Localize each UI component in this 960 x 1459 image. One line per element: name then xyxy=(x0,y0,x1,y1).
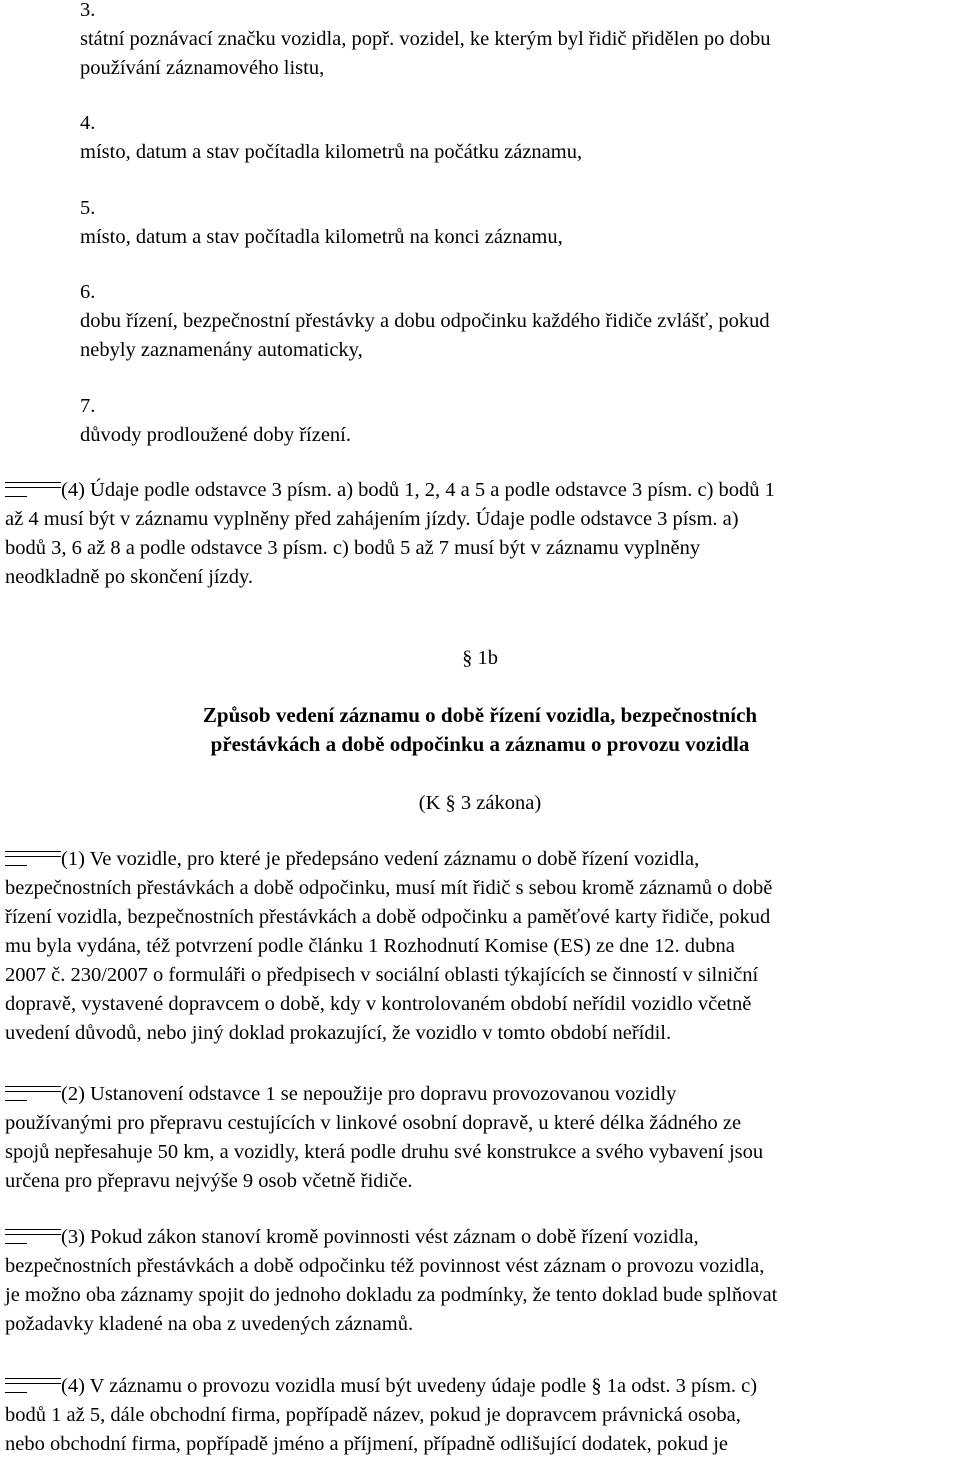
list-item-number: 6. xyxy=(80,281,96,303)
list-item xyxy=(80,392,940,450)
list-item-number: 7. xyxy=(80,395,96,417)
list-item xyxy=(80,0,940,83)
paragraph-line: 2007 č. 230/2007 o formuláři o předpisech v sociální oblasti týkajících se činností v silniční xyxy=(5,964,759,986)
list-item-text: důvody prodloužené doby řízení. xyxy=(80,424,351,446)
list-item-number: 3. xyxy=(80,0,96,21)
paragraph-line: řízení vozidla, bezpečnostních přestávkách a době odpočinku a paměťové karty řidiče, pokud xyxy=(5,906,771,928)
paragraph-line: (1) Ve vozidle, pro které je předepsáno vedení záznamu o době řízení vozidla, xyxy=(61,848,700,870)
paragraph-line: používanými pro přepravu cestujících v linkové osobní dopravě, u které délka žádného ze xyxy=(5,1112,742,1134)
section-heading: § 1b xyxy=(462,647,498,669)
list-item xyxy=(80,278,940,365)
list-item-text: nebyly zaznamenány automaticky, xyxy=(80,339,363,361)
list-item-text: místo, datum a stav počítadla kilometrů na konci záznamu, xyxy=(80,226,563,248)
paragraph-line: uvedení důvodů, nebo jiný doklad prokazující, že vozidlo v tomto období neřídil. xyxy=(5,1022,672,1044)
list-item-number: 4. xyxy=(80,112,96,134)
paragraph-line: mu byla vydána, též potvrzení podle článku 1 Rozhodnutí Komise (ES) ze dne 12. dubna xyxy=(5,935,735,957)
paragraph-3 xyxy=(5,1223,953,1339)
paragraph-marker-icon xyxy=(5,1233,61,1243)
section-reference: (K § 3 zákona) xyxy=(418,792,542,814)
paragraph-4-prev xyxy=(5,476,953,592)
paragraph-marker-icon xyxy=(5,486,61,496)
paragraph-4 xyxy=(5,1372,953,1459)
list-item-text: státní poznávací značku vozidla, popř. vozidel, ke kterým byl řidič přidělen po dobu xyxy=(80,28,771,50)
paragraph-line: dopravě, vystavené dopravcem o době, kdy v kontrolovaném období neřídil vozidlo včetně xyxy=(5,993,752,1015)
paragraph-line: požadavky kladené na oba z uvedených záznamů. xyxy=(5,1313,414,1335)
paragraph-line: (2) Ustanovení odstavce 1 se nepoužije pro dopravu provozovanou vozidly xyxy=(61,1083,677,1105)
paragraph-line: nebo obchodní firma, popřípadě jméno a příjmení, případně odlišující dodatek, pokud je xyxy=(5,1433,729,1455)
paragraph-2 xyxy=(5,1080,953,1196)
list-item-text: používání záznamového listu, xyxy=(80,57,325,79)
list-item-text: místo, datum a stav počítadla kilometrů na počátku záznamu, xyxy=(80,141,583,163)
list-item xyxy=(80,109,940,167)
list-item-text: dobu řízení, bezpečnostní přestávky a dobu odpočinku každého řidiče zvlášť, pokud xyxy=(80,310,770,332)
paragraph-line: bodů 3, 6 až 8 a podle odstavce 3 písm. c) bodů 5 až 7 musí být v záznamu vyplněny xyxy=(5,537,701,559)
paragraph-line: bezpečnostních přestávkách a době odpočinku též povinnost vést záznam o provozu vozidla, xyxy=(5,1255,765,1277)
list-item xyxy=(80,194,940,252)
section-title-line-1: Způsob vedení záznamu o době řízení vozidla, bezpečnostních xyxy=(202,703,758,727)
paragraph-line: je možno oba záznamy spojit do jednoho dokladu za podmínky, že tento doklad bude splňovat xyxy=(5,1284,778,1306)
paragraph-line: bodů 1 až 5, dále obchodní firma, popřípadě název, pokud je dopravcem právnická osoba, xyxy=(5,1404,741,1426)
section-title-line-2: přestávkách a době odpočinku a záznamu o provozu vozidla xyxy=(210,732,750,756)
paragraph-marker-icon xyxy=(5,1090,61,1100)
paragraph-line: neodkladně po skončení jízdy. xyxy=(5,566,254,588)
paragraph-marker-icon xyxy=(5,1382,61,1392)
list-item-number: 5. xyxy=(80,197,96,219)
paragraph-1 xyxy=(5,845,953,1048)
paragraph-line: bezpečnostních přestávkách a době odpočinku, musí mít řidič s sebou kromě záznamů o době xyxy=(5,877,773,899)
paragraph-line: (4) Údaje podle odstavce 3 písm. a) bodů 1, 2, 4 a 5 a podle odstavce 3 písm. c) bodů 1 xyxy=(61,479,775,501)
paragraph-line: určena pro přepravu nejvýše 9 osob včetně řidiče. xyxy=(5,1170,413,1192)
paragraph-line: až 4 musí být v záznamu vyplněny před zahájením jízdy. Údaje podle odstavce 3 písm. a) xyxy=(5,508,739,530)
paragraph-line: spojů nepřesahuje 50 km, a vozidly, která podle druhu své konstrukce a svého vybavení jsou xyxy=(5,1141,764,1163)
paragraph-marker-icon xyxy=(5,855,61,865)
paragraph-line: (3) Pokud zákon stanoví kromě povinnosti vést záznam o době řízení vozidla, xyxy=(61,1226,699,1248)
paragraph-line: (4) V záznamu o provozu vozidla musí být uvedeny údaje podle § 1a odst. 3 písm. c) xyxy=(61,1375,758,1397)
